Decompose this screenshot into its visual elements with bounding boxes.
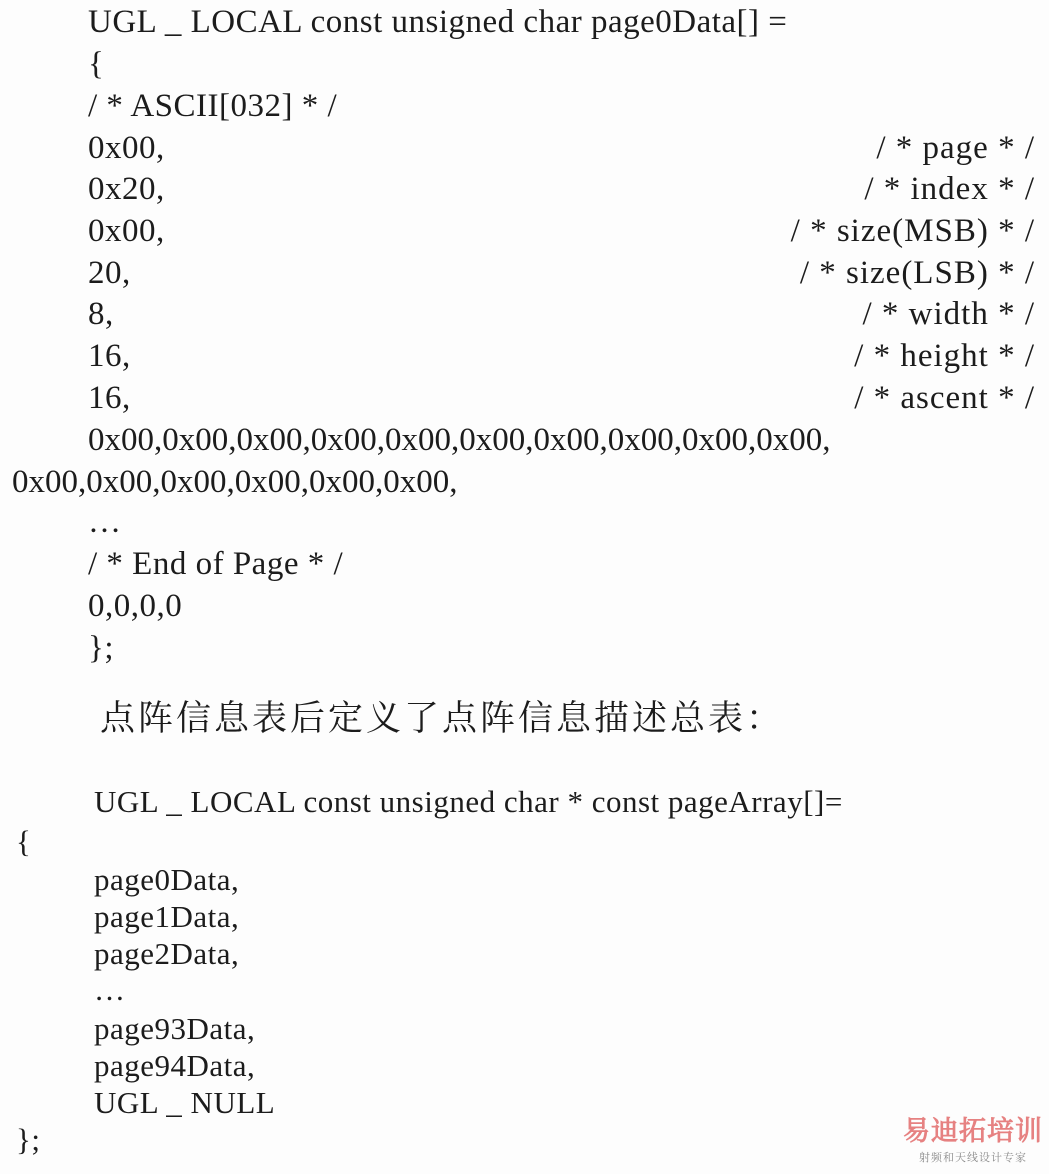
code-line: page93Data,	[94, 1011, 256, 1046]
watermark-title: 易迪拓培训	[903, 1116, 1043, 1147]
code-line: 0x00,0x00,0x00,0x00,0x00,0x00,	[12, 464, 458, 500]
code-comment: / * size(MSB) * /	[790, 213, 1035, 249]
code-line: / * ASCII[032] * /	[88, 88, 338, 124]
code-line: UGL _ LOCAL const unsigned char * const pageArray[]=	[94, 784, 843, 819]
code-line: 8,	[88, 296, 114, 332]
code-line: };	[88, 630, 115, 666]
code-line: page94Data,	[94, 1048, 256, 1083]
body-text: 点阵信息表后定义了点阵信息描述总表：	[100, 699, 785, 739]
code-line: page2Data,	[94, 936, 240, 971]
code-line: 0x00,	[88, 130, 165, 166]
code-line: page0Data,	[94, 862, 240, 897]
code-comment: / * size(LSB) * /	[799, 255, 1035, 291]
code-line: };	[16, 1122, 41, 1157]
code-line: 0x00,0x00,0x00,0x00,0x00,0x00,0x00,0x00,0x00,0x00,	[88, 422, 831, 458]
code-comment: / * width * /	[862, 296, 1035, 332]
code-line: 0x20,	[88, 171, 165, 207]
code-line: UGL _ LOCAL const unsigned char page0Data[] =	[88, 4, 788, 40]
watermark-logo	[903, 1118, 1043, 1165]
watermark-subtitle: 射频和天线设计专家	[919, 1151, 1027, 1164]
code-line: UGL _ NULL	[94, 1085, 276, 1120]
code-line: page1Data,	[94, 899, 240, 934]
code-line: {	[88, 46, 105, 82]
code-ellipsis: …	[94, 972, 126, 1007]
code-ellipsis: …	[88, 504, 122, 540]
code-line: 0x00,	[88, 213, 165, 249]
code-line: {	[16, 824, 32, 859]
code-comment: / * height * /	[854, 338, 1035, 374]
code-line: / * End of Page * /	[88, 546, 344, 582]
code-line: 0,0,0,0	[88, 588, 183, 624]
code-line: 16,	[88, 380, 131, 416]
code-line: 20,	[88, 255, 131, 291]
code-line: 16,	[88, 338, 131, 374]
code-comment: / * ascent * /	[854, 380, 1035, 416]
code-comment: / * index * /	[864, 171, 1035, 207]
code-comment: / * page * /	[876, 130, 1035, 166]
